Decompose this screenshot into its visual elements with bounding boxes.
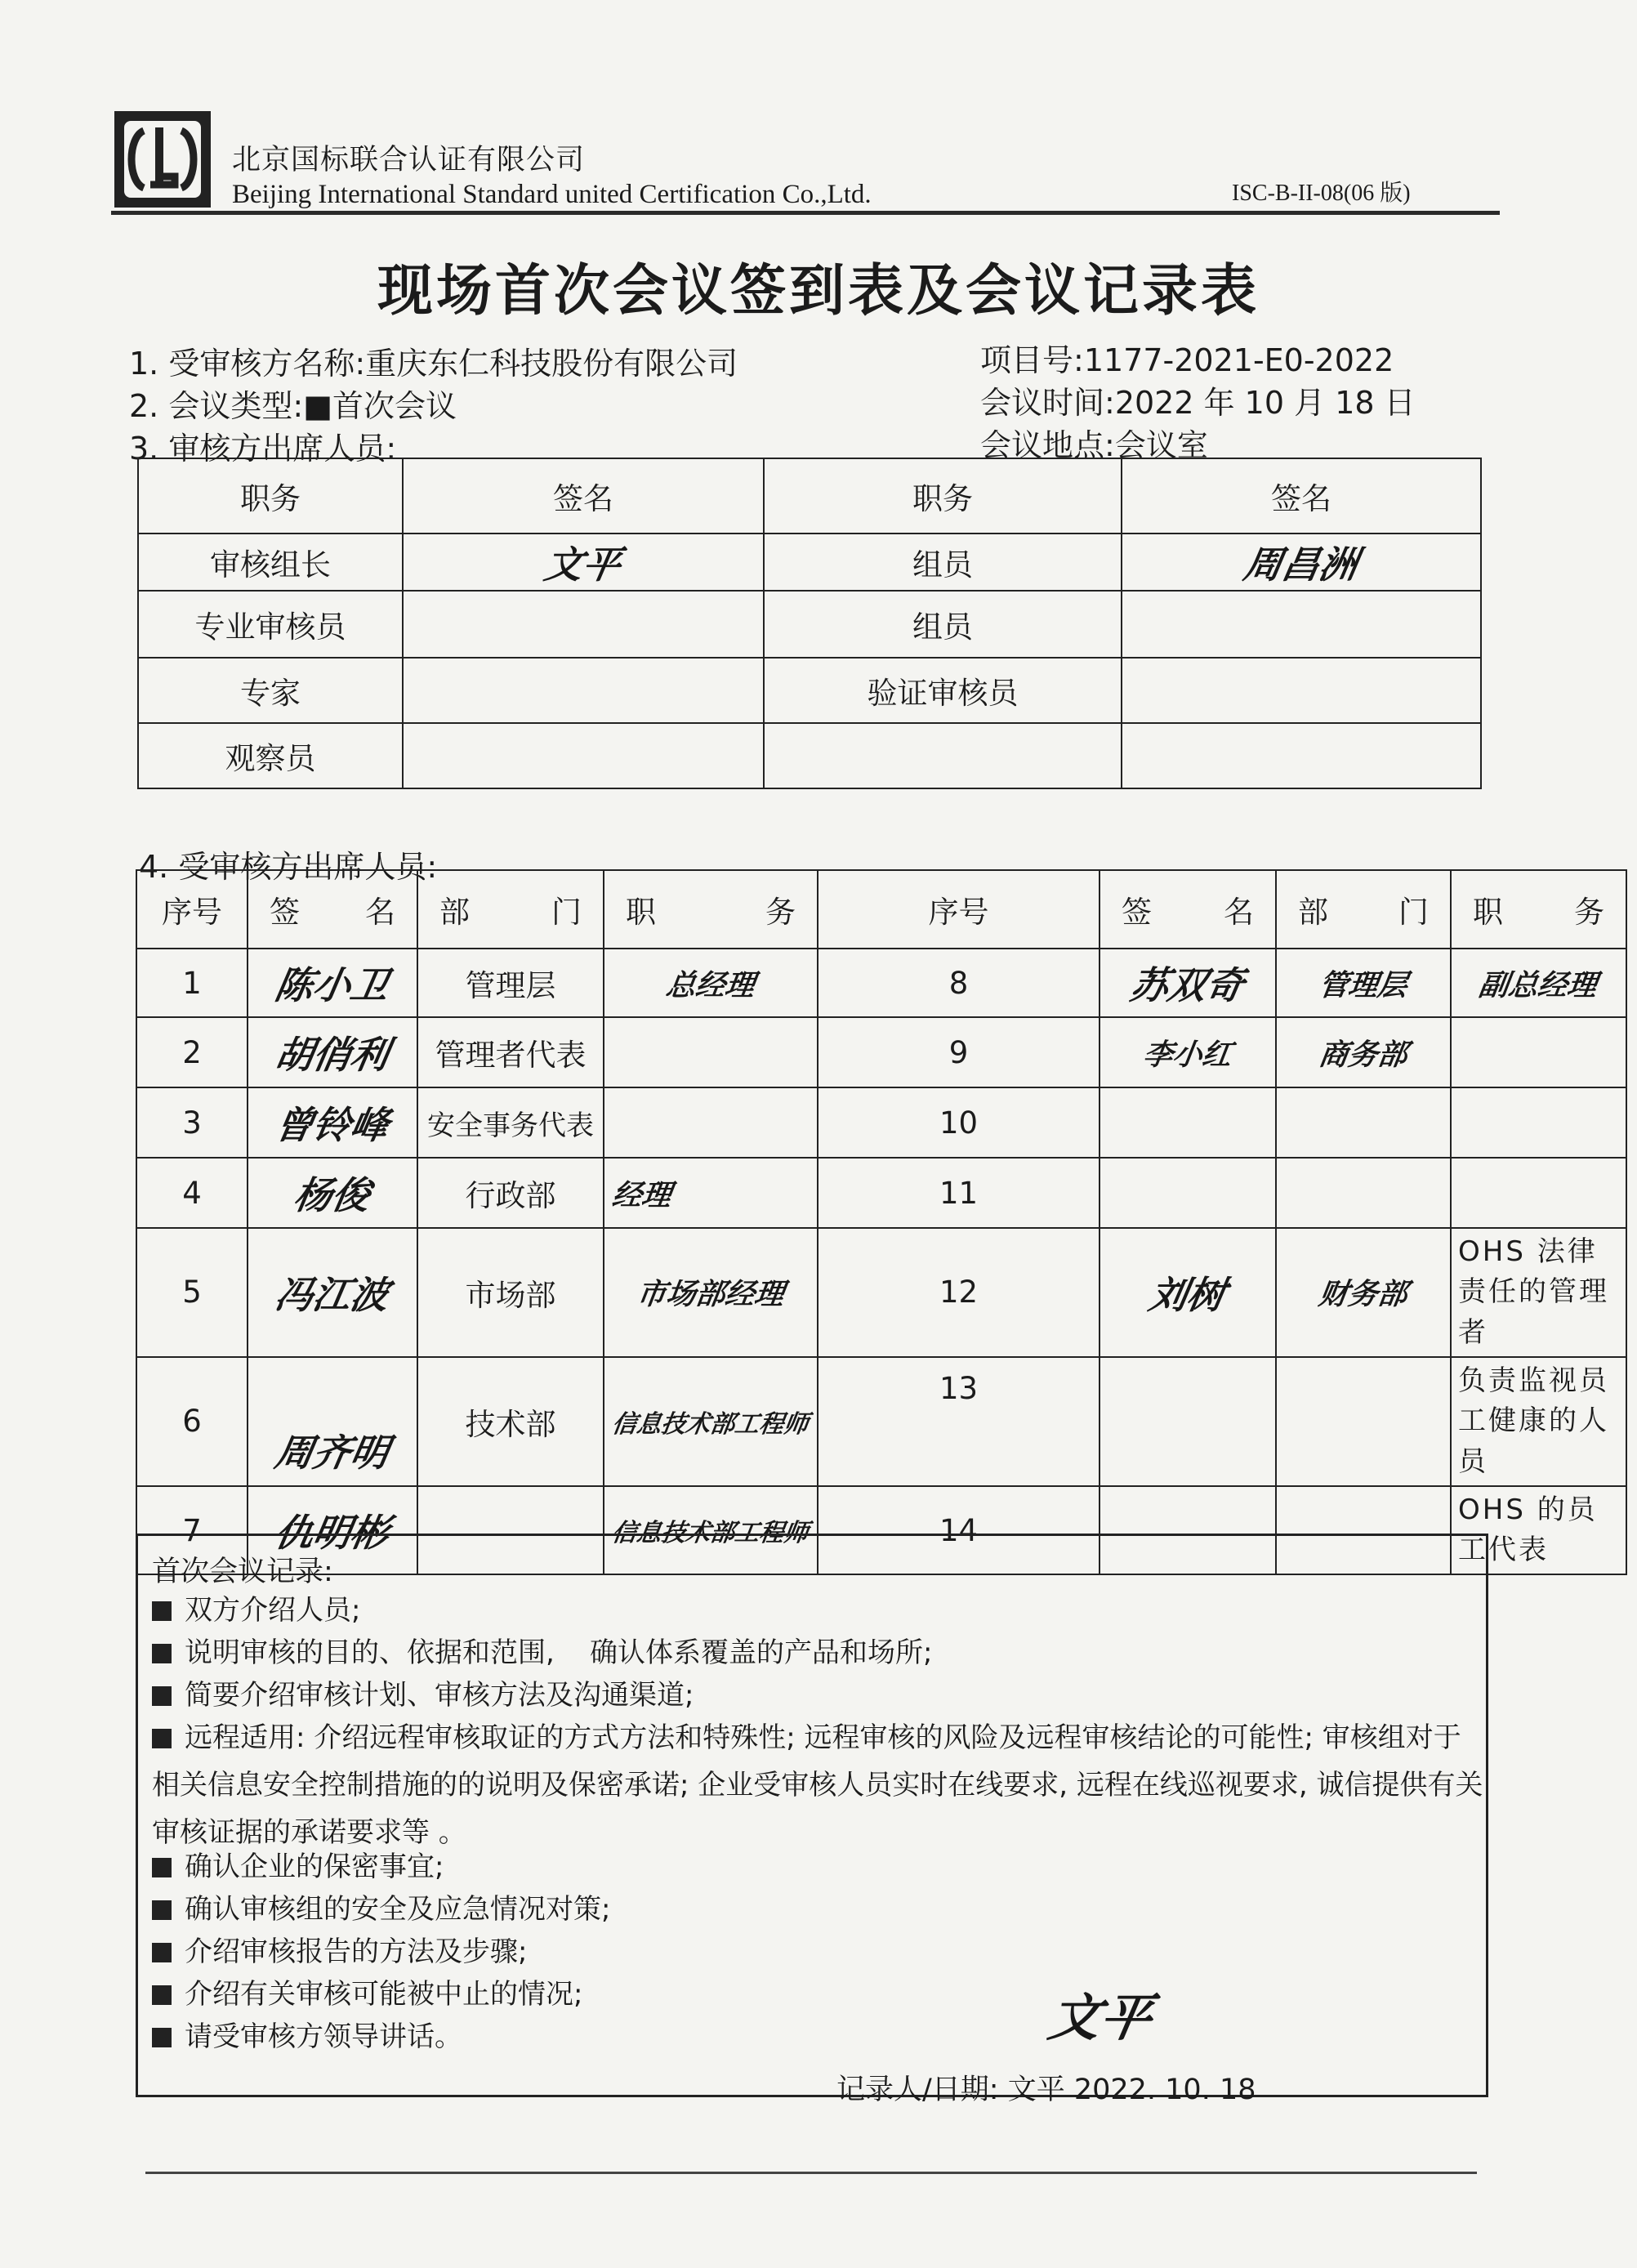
minutes-item-text: 确认企业的保密事宜; (185, 1851, 444, 1883)
department-cell: 技术部 (417, 1357, 604, 1486)
number-cell: 2 (136, 1017, 248, 1087)
role-cell: 观察员 (138, 723, 403, 788)
recorder-value: 文平 2022. 10. 18 (1007, 2074, 1256, 2106)
footer-divider (145, 2172, 1477, 2174)
number-cell: 13 (818, 1357, 1100, 1486)
attendee-row (136, 1228, 1626, 1357)
attendees-table (136, 869, 1627, 1575)
position-cell (1451, 1158, 1626, 1228)
header-number: 序号 (136, 870, 248, 949)
bullet-square-icon (152, 1985, 172, 2005)
minutes-item (152, 1587, 1483, 1634)
department-cell: 安全事务代表 (417, 1087, 604, 1158)
department-cell (1276, 1228, 1451, 1357)
handwritten-signature: 周齐明 (271, 1430, 393, 1475)
minutes-item-text: 确认审核组的安全及应急情况对策; (185, 1893, 611, 1926)
handwritten-signature: 刘树 (1145, 1272, 1229, 1317)
minutes-item-text: 说明审核的目的、依据和范围, 确认体系覆盖的产品和场所; (185, 1636, 933, 1669)
header-position: 职务 (1451, 870, 1626, 949)
signature-cell (1100, 1357, 1276, 1486)
header-department: 部门 (1276, 870, 1451, 949)
number-cell: 4 (136, 1158, 248, 1228)
minutes-item-text: 远程适用: 介绍远程审核取证的方式方法和特殊性; 远程审核的风险及远程审核结论的可能性; 审核组对于相关信息安全控制措施的的说明及保密承诺; 企业受审核人员实时在线要求, 远程在线巡视要求, 诚信提供有关审核证据的承诺要求等 。 (152, 1721, 1483, 1849)
header-role: 职务 (764, 458, 1122, 534)
number-cell: 3 (136, 1087, 248, 1158)
company-name-cn: 北京国标联合认证有限公司 (232, 144, 586, 176)
number-cell: 12 (818, 1228, 1100, 1357)
header-department: 部门 (417, 870, 604, 949)
attendee-row (136, 1357, 1626, 1486)
recorder-label: 记录人/日期: (836, 2074, 1008, 2106)
minutes-item (152, 2013, 1483, 2060)
department-cell (1276, 1017, 1451, 1087)
bullet-square-icon (152, 1858, 172, 1877)
meeting-type-value: ■首次会议 (303, 388, 457, 424)
meeting-time-line (980, 377, 1416, 422)
handwritten-signature: 胡俏利 (271, 1033, 393, 1077)
header-role: 职务 (138, 458, 403, 534)
number-cell: 7 (136, 1486, 248, 1575)
position-cell (1451, 949, 1626, 1017)
meeting-type-label: 2. 会议类型: (129, 388, 304, 424)
attendee-row (136, 1017, 1626, 1087)
header-divider (111, 211, 1500, 215)
role-cell: 组员 (764, 591, 1122, 658)
number-cell: 9 (818, 1017, 1100, 1087)
auditee-label: 1. 受审核方名称: (129, 346, 366, 382)
department-cell (1276, 1087, 1451, 1158)
bullet-square-icon (152, 1900, 172, 1920)
handwritten-position: 信息技术部工程师 (610, 1519, 810, 1548)
department-cell (1276, 949, 1451, 1017)
bullet-square-icon (152, 1601, 172, 1621)
meeting-time-label: 会议时间: (980, 385, 1115, 421)
handwritten-signature: 仇明彬 (271, 1511, 393, 1556)
minutes-item-text: 双方介绍人员; (185, 1594, 361, 1627)
role-cell: 验证审核员 (764, 658, 1122, 723)
attendees-header-row (136, 870, 1626, 949)
position-cell: OHS 的员工代表 (1451, 1486, 1626, 1575)
signature-cell (403, 534, 764, 591)
department-cell: 管理者代表 (417, 1017, 604, 1087)
header-signature: 签名 (248, 870, 417, 949)
form-code: ISC-B-II-08(06 版) (1232, 181, 1411, 206)
handwritten-position: 信息技术部工程师 (610, 1409, 810, 1439)
company-logo (113, 109, 212, 209)
audit-team-header-row (138, 458, 1481, 534)
signature-cell (248, 1357, 417, 1486)
project-value: 1177-2021-E0-2022 (1083, 342, 1394, 378)
department-cell (1276, 1158, 1451, 1228)
meeting-place-value: 会议室 (1114, 427, 1208, 463)
handwritten-signature: 苏双奇 (1126, 963, 1248, 1007)
project-line (980, 335, 1394, 380)
position-cell (604, 1087, 818, 1158)
handwritten-signature: 杨俊 (290, 1173, 374, 1217)
position-cell (604, 1357, 818, 1486)
bullet-square-icon (152, 1644, 172, 1663)
recorder-handwritten-signature: 文平 (1044, 1988, 1157, 2047)
audit-team-table (137, 458, 1482, 789)
role-cell: 专业审核员 (138, 591, 403, 658)
number-cell: 6 (136, 1357, 248, 1486)
auditee-value: 重庆东仁科技股份有限公司 (365, 346, 738, 382)
signature-cell (1122, 723, 1481, 788)
minutes-item (152, 1886, 1483, 1933)
minutes-item (152, 1928, 1483, 1976)
audit-team-row (138, 534, 1481, 591)
position-cell (604, 949, 818, 1017)
signature-cell (248, 1087, 417, 1158)
minutes-item (152, 1971, 1483, 2018)
meeting-place-label: 会议地点: (980, 427, 1115, 463)
header-number: 序号 (818, 870, 1100, 949)
signature-cell (1122, 534, 1481, 591)
signature-cell (403, 658, 764, 723)
role-cell: 组员 (764, 534, 1122, 591)
attendee-row (136, 949, 1626, 1017)
department-cell (1276, 1357, 1451, 1486)
position-cell (604, 1158, 818, 1228)
signature-cell (1100, 1158, 1276, 1228)
signature-cell (1122, 591, 1481, 658)
signature-cell (248, 1017, 417, 1087)
attendee-row (136, 1087, 1626, 1158)
handwritten-signature: 周昌洲 (1240, 542, 1362, 587)
header-signature: 签名 (1122, 458, 1481, 534)
handwritten-position: 副总经理 (1477, 967, 1600, 1002)
position-cell: 负责监视员工健康的人员 (1451, 1357, 1626, 1486)
auditee-attendees-label: 4. 受审核方出席人员: (139, 849, 438, 885)
minutes-item (152, 1843, 1483, 1891)
signature-cell (1100, 1087, 1276, 1158)
meeting-type-line (129, 381, 457, 426)
bullet-square-icon (152, 1686, 172, 1706)
role-cell: 审核组长 (138, 534, 403, 591)
department-cell: 市场部 (417, 1228, 604, 1357)
minutes-item (152, 1714, 1483, 1856)
attendee-row (136, 1158, 1626, 1228)
bullet-square-icon (152, 2028, 172, 2047)
company-name-en: Beijing International Standard united Certification Co.,Ltd. (232, 180, 872, 209)
handwritten-department: 商务部 (1316, 1037, 1410, 1072)
number-cell: 14 (818, 1486, 1100, 1575)
minutes-item-text: 介绍审核报告的方法及步骤; (185, 1935, 528, 1968)
handwritten-signature: 陈小卫 (271, 963, 393, 1007)
handwritten-signature: 曾铃峰 (271, 1103, 393, 1147)
auditee-line (129, 338, 738, 383)
signature-cell (1100, 1017, 1276, 1087)
handwritten-signature: 文平 (541, 542, 625, 587)
handwritten-position: 总经理 (663, 967, 757, 1002)
role-cell: 专家 (138, 658, 403, 723)
department-cell: 管理层 (417, 949, 604, 1017)
recorder-line (836, 2067, 1256, 2108)
position-cell (604, 1228, 818, 1357)
minutes-title: 首次会议记录: (152, 1556, 333, 1588)
handwritten-signature: 李小红 (1140, 1037, 1234, 1072)
position-cell (1451, 1087, 1626, 1158)
audit-team-row (138, 723, 1481, 788)
signature-cell (248, 949, 417, 1017)
position-cell (1451, 1017, 1626, 1087)
signature-cell (1100, 1228, 1276, 1357)
header-position: 职务 (604, 870, 818, 949)
number-cell: 1 (136, 949, 248, 1017)
handwritten-signature: 冯江波 (271, 1272, 393, 1317)
bullet-square-icon (152, 1729, 172, 1748)
minutes-item-text: 简要介绍审核计划、审核方法及沟通渠道; (185, 1679, 694, 1712)
meeting-time-value: 2022 年 10 月 18 日 (1114, 385, 1416, 421)
position-cell (604, 1017, 818, 1087)
signature-cell (248, 1228, 417, 1357)
number-cell: 11 (818, 1158, 1100, 1228)
signature-cell (403, 723, 764, 788)
project-label: 项目号: (980, 342, 1084, 378)
department-cell: 行政部 (417, 1158, 604, 1228)
minutes-item (152, 1672, 1483, 1719)
signature-cell (403, 591, 764, 658)
handwritten-position: 经理 (609, 1177, 674, 1212)
handwritten-department: 管理层 (1316, 967, 1410, 1002)
signature-cell (1100, 949, 1276, 1017)
audit-team-row (138, 658, 1481, 723)
signature-cell (1122, 658, 1481, 723)
minutes-item-text: 请受审核方领导讲话。 (185, 2020, 462, 2053)
signature-cell (248, 1158, 417, 1228)
number-cell: 10 (818, 1087, 1100, 1158)
number-cell: 8 (818, 949, 1100, 1017)
minutes-item (152, 1629, 1483, 1676)
role-cell (764, 723, 1122, 788)
position-cell: OHS 法律责任的管理者 (1451, 1228, 1626, 1357)
bullet-square-icon (152, 1943, 172, 1962)
number-cell: 5 (136, 1228, 248, 1357)
handwritten-department: 财务部 (1316, 1277, 1410, 1312)
header-signature: 签名 (1100, 870, 1276, 949)
minutes-item-text: 介绍有关审核可能被中止的情况; (185, 1978, 583, 2011)
header-signature: 签名 (403, 458, 764, 534)
audit-team-row (138, 591, 1481, 658)
handwritten-position: 市场部经理 (634, 1277, 787, 1312)
document-title: 现场首次会议签到表及会议记录表 (377, 259, 1260, 324)
auditors-label: 3. 审核方出席人员: (129, 431, 397, 467)
